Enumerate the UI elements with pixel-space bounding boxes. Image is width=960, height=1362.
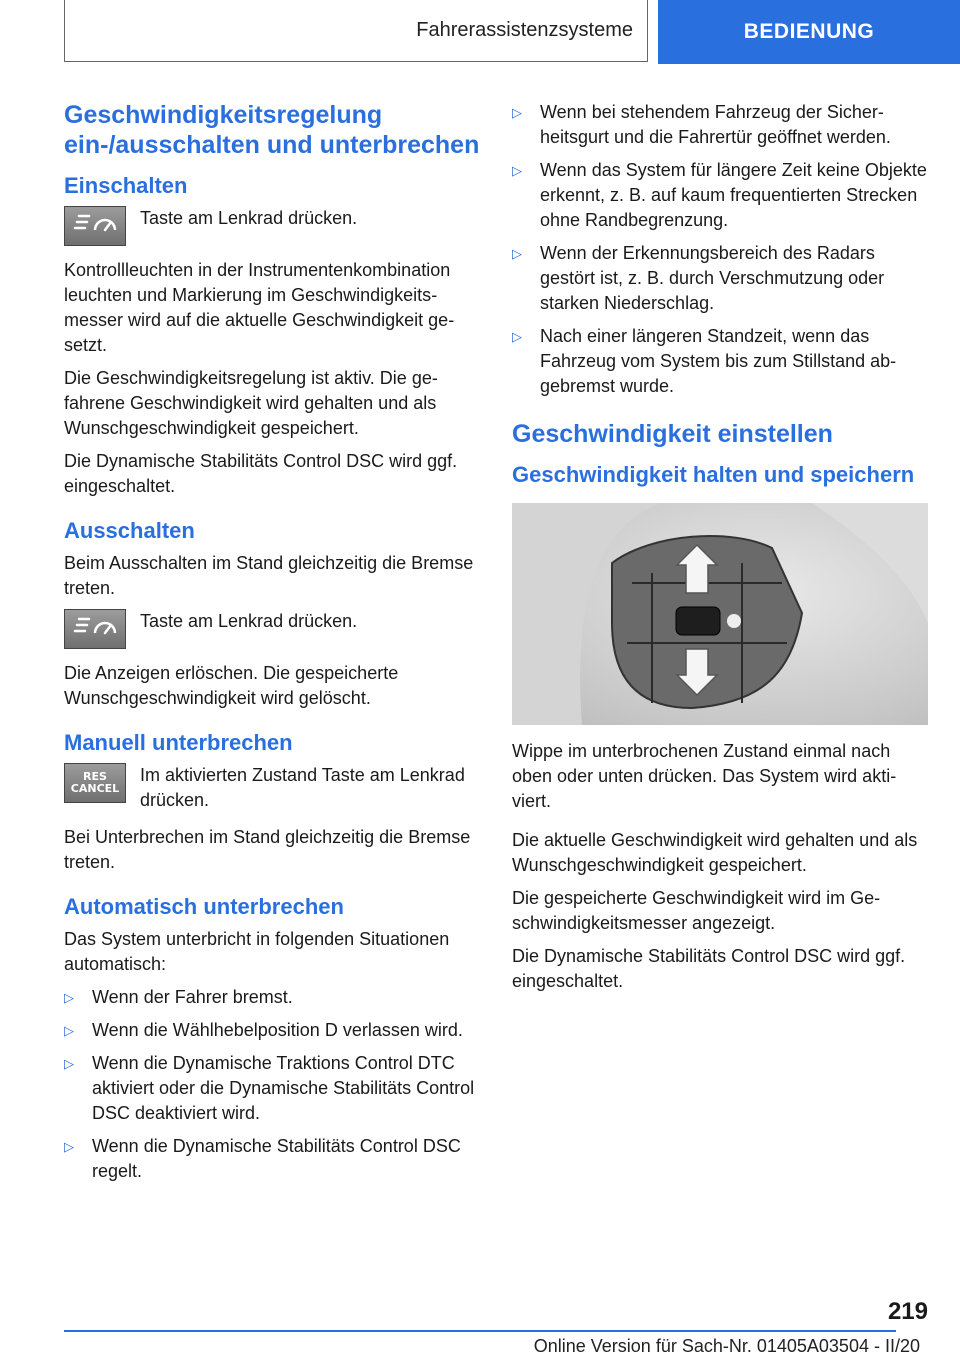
- list-automatisch-continued: [512, 100, 928, 399]
- text-halten-2: Die aktuelle Geschwindigkeit wird gehalten und als Wunschgeschwindigkeit gespeichert.: [512, 830, 918, 875]
- list-item: ▷ Nach einer längeren Standzeit, wenn das Fahrzeug vom System bis zum Stillstand abgebremst wurde.: [512, 324, 928, 399]
- bullet-triangle-icon: ▷: [512, 163, 522, 178]
- text-einschalten-3: Die Dynamische Stabilitäts Control DSC wird ggf. eingeschaltet.: [64, 451, 458, 496]
- main-title: Geschwindigkeitsregelung ein-/ausschalten und unterbrechen: [64, 101, 480, 159]
- list-item: ▷ Wenn die Dynamische Traktions Control DTC aktiviert oder die Dynamische Stabilitäts Control DSC deaktiviert wird.: [64, 1051, 480, 1126]
- text-automatisch-1: Das System unterbricht in folgenden Situationen automatisch:: [64, 929, 450, 974]
- key-text-manuell: Im aktivierten Zustand Taste am Lenkrad drücken.: [140, 765, 465, 810]
- text-einschalten-2: Die Geschwindigkeitsregelung ist aktiv. Die gefahrene Geschwindigkeit wird gehalten und als Wunschgeschwindigkeit gespeichert.: [64, 368, 438, 438]
- list-item: ▷ Wenn der Fahrer bremst.: [64, 985, 480, 1010]
- text-halten-3: Die gespeicherte Geschwindigkeit wird im Geschwindigkeitsmesser angezeigt.: [512, 888, 881, 933]
- text-halten-4: Die Dynamische Stabilitäts Control DSC wird ggf. eingeschaltet.: [512, 946, 906, 991]
- res-cancel-label: RES CANCEL: [70, 770, 120, 795]
- bullet-triangle-icon: ▷: [64, 990, 74, 1005]
- list-item: ▷ Wenn die Dynamische Stabilitäts Control DSC regelt.: [64, 1134, 480, 1184]
- section-automatisch: [64, 893, 480, 1184]
- heading-halten-speichern: Geschwindigkeit halten und speichern: [512, 462, 915, 487]
- steering-wheel-rocker-image: [512, 503, 928, 725]
- page-header: [64, 0, 960, 64]
- bullet-triangle-icon: ▷: [512, 105, 522, 120]
- bullet-triangle-icon: ▷: [512, 246, 522, 261]
- text-einschalten-1: Kontrollleuchten in der Instrumentenkombination leuchten und Markierung im Geschwindigkeitsmesser wird auf die aktuelle Geschwindigkeit gesetzt.: [64, 260, 455, 355]
- footer-divider: [64, 1330, 896, 1332]
- cruise-control-icon: [64, 206, 126, 246]
- list-automatisch: [64, 985, 480, 1184]
- list-item: ▷ Wenn das System für längere Zeit keine Objekte erkennt, z. B. auf kaum frequentierten Strecken ohne Randbegrenzung.: [512, 158, 928, 233]
- section-einschalten: [64, 172, 480, 499]
- section-manuell: [64, 729, 480, 875]
- list-item: ▷ Wenn der Erkennungsbereich des Radars gestört ist, z. B. durch Verschmutzung oder starken Niederschlag.: [512, 241, 928, 316]
- text-ausschalten-2: Die Anzeigen erlöschen. Die gespeicherte Wunschgeschwindigkeit wird gelöscht.: [64, 663, 399, 708]
- bullet-triangle-icon: ▷: [64, 1056, 74, 1071]
- list-item: ▷ Wenn bei stehendem Fahrzeug der Sicherheitsgurt und die Fahrertür geöffnet werden.: [512, 100, 928, 150]
- text-ausschalten-1: Beim Ausschalten im Stand gleichzeitig die Bremse treten.: [64, 553, 474, 598]
- key-row-einschalten: [64, 206, 480, 246]
- chapter-tab: [658, 0, 960, 64]
- footer-online-version: Online Version für Sach-Nr. 01405A03504 - II/20: [533, 1336, 920, 1356]
- section-title: Fahrerassistenzsysteme: [416, 19, 633, 41]
- key-row-ausschalten: [64, 609, 480, 649]
- heading-manuell: Manuell unterbrechen: [64, 730, 293, 755]
- bullet-triangle-icon: ▷: [64, 1139, 74, 1154]
- list-item: ▷ Wenn die Wählhebelposition D verlassen wird.: [64, 1018, 480, 1043]
- chapter-title: BEDIENUNG: [743, 20, 875, 43]
- title-geschwindigkeit-einstellen: Geschwindigkeit einstellen: [512, 420, 833, 448]
- section-ausschalten: [64, 517, 480, 711]
- heading-einschalten: Einschalten: [64, 173, 188, 198]
- key-text-ausschalten: Taste am Lenkrad drücken.: [140, 611, 358, 631]
- key-row-manuell: [64, 763, 480, 813]
- heading-automatisch: Automatisch unterbrechen: [64, 894, 344, 919]
- bullet-triangle-icon: ▷: [512, 329, 522, 344]
- right-column: [512, 100, 928, 1002]
- text-manuell-1: Bei Unterbrechen im Stand gleichzeitig die Bremse treten.: [64, 827, 471, 872]
- bullet-triangle-icon: ▷: [64, 1023, 74, 1038]
- key-text-einschalten: Taste am Lenkrad drücken.: [140, 208, 358, 228]
- res-cancel-icon: [64, 763, 126, 803]
- section-tab: [64, 0, 648, 62]
- left-column: [64, 100, 480, 1192]
- text-halten-1: Wippe im unterbrochenen Zustand einmal nach oben oder unten drücken. Das System wird aktiviert.: [512, 741, 897, 811]
- page-number: 219: [887, 1298, 928, 1325]
- cruise-control-icon: [64, 609, 126, 649]
- heading-ausschalten: Ausschalten: [64, 518, 195, 543]
